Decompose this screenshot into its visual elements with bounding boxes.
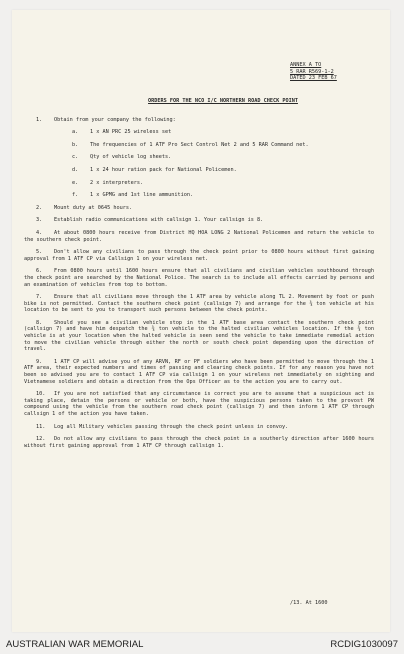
paragraph-number: 11.	[36, 423, 46, 430]
paragraph-text: From 0800 hours until 1600 hours ensure that all civilians and civilian vehicles southbound through the check point are searched by the National Police. The search is to include all effects carried by persons and an examination of vehicles from top to bottom.	[24, 268, 374, 288]
document-body	[24, 54, 374, 455]
sub-item-letter: c.	[72, 154, 79, 161]
sub-item-text: The frequencies of 1 ATF Pro Sect Control Net 2 and 5 RAR Command net.	[90, 141, 309, 148]
paragraph-text: Do not allow any civilians to pass through the check point in a southerly direction after 1600 hours without first gaining approval from 1 ATF CP through callsign 1.	[24, 436, 374, 449]
paragraph-6	[24, 268, 374, 288]
paragraph-number: 9.	[36, 358, 43, 365]
sub-item-c	[72, 154, 374, 161]
sub-item-letter: d.	[72, 166, 79, 173]
sub-item-letter: f.	[72, 192, 79, 199]
paragraph-text: Log all Military vehicles passing through the check point unless in convoy.	[54, 423, 289, 430]
paragraph-text: 1 ATF CP will advise you of any ARVN, RF or PF soldiers who have been permitted to move through the 1 ATF area, their expected numbers and times of passing and clearing check points. If for any reason you have not been so advised you are to contact 1 ATF CP via callsign 1 on your wireless net immediately on sighting and Vietnamese soldiers and obtain a direction from the Ops Officer as to the action you are to carry out.	[24, 358, 374, 385]
paragraph-3	[24, 217, 374, 224]
annex-line-1: ANNEX A TO	[290, 62, 322, 68]
document-title: ORDERS FOR THE NCO I/C NORTHERN ROAD CHECK POINT	[148, 98, 298, 104]
sub-item-f	[72, 192, 374, 199]
paragraph-text: Mount duty at 0645 hours.	[54, 204, 133, 211]
continuation-marker: /13. At 1600	[290, 600, 328, 606]
paragraph-5	[24, 249, 374, 262]
sub-item-d	[72, 167, 374, 174]
sub-item-text: 1 x GPMG and 1st line ammunition.	[90, 192, 194, 199]
paragraph-number: 12.	[36, 436, 46, 443]
paragraph-8	[24, 320, 374, 353]
paragraph-text: Ensure that all civilians move through the 1 ATF area by vehicle along TL 2. Movement by foot or push bike is not permitted. Contact the southern check point (callsign 7) and arrange for the ¾ ton vehicle at his location to be sent to you to transport such persons between the check points.	[24, 294, 374, 314]
paragraph-text: At about 0800 hours receive from District HQ HOA LONG 2 National Policemen and return the vehicle to the southern check point.	[24, 229, 374, 243]
paragraph-number: 8.	[36, 319, 43, 326]
paragraph-number: 10.	[36, 391, 46, 398]
paragraph-text: Obtain from your company the following:	[54, 116, 176, 123]
sub-item-a	[72, 129, 374, 136]
archive-name: AUSTRALIAN WAR MEMORIAL	[6, 638, 144, 650]
paragraph-number: 5.	[36, 249, 43, 256]
sub-item-letter: e.	[72, 179, 79, 186]
annex-line-3: DATED 23 FEB 67	[290, 75, 337, 82]
paragraph-text: If you are not satisfied that any circumstance is correct you are to assume that a suspicious act is taking place, detain the persons or vehicle or both, have the suspicious persons taken to the provost PW compound using the vehicle from the southern road check point (callsign 7) and then inform 1 ATF CP through callsign 1 of the action you have taken.	[24, 391, 374, 417]
paragraph-12	[24, 436, 374, 449]
paragraph-number: 4.	[36, 229, 43, 236]
paragraph-number: 7.	[36, 294, 43, 301]
paragraph-number: 3.	[36, 217, 43, 224]
sub-item-e	[72, 180, 374, 187]
paragraph-number: 1.	[36, 116, 43, 123]
annex-line-2: 5 RAR R569-1-2	[290, 68, 334, 75]
sub-item-text: 1 x AN PRC 25 wireless set	[90, 129, 172, 136]
sub-item-text: Qty of vehicle log sheets.	[90, 154, 172, 161]
paragraph-1	[24, 117, 374, 124]
sub-item-b	[72, 142, 374, 149]
paragraph-text: Establish radio communications with callsign 1. Your callsign is 8.	[54, 217, 264, 224]
paragraph-9	[24, 359, 374, 385]
paragraph-text: Should you see a civilian vehicle stop in the 1 ATF base area contact the southern check point (callsign 7) and have him despatch the ¾ ton vehicle to the halted civilian vehicles location. If the ¾ ton vehicle is at your location when the halted vehicle is seen send the vehicle to take immediate remedial action to move the civilian vehicle through either the north or south check point depending upon the direction of travel.	[24, 319, 374, 353]
paragraph-2	[24, 205, 374, 212]
paragraph-number: 6.	[36, 268, 43, 275]
sub-item-letter: b.	[72, 141, 79, 148]
sub-item-text: 1 x 24 hour ration pack for National Policemen.	[90, 166, 237, 173]
paragraph-10	[24, 391, 374, 417]
paragraph-text: Don't allow any civilians to pass through the check point prior to 0800 hours without first gaining approval from 1 ATF CP via Callsign 1 on your wireless net.	[24, 249, 374, 262]
archive-footer	[0, 634, 404, 654]
sub-item-letter: a.	[72, 129, 79, 136]
paragraph-number: 2.	[36, 204, 43, 211]
sub-item-text: 2 x interpreters.	[90, 179, 144, 186]
paragraph-7	[24, 294, 374, 314]
archive-reference: RCDIG1030097	[330, 638, 398, 650]
paragraph-4	[24, 230, 374, 243]
paragraph-11	[24, 424, 374, 431]
